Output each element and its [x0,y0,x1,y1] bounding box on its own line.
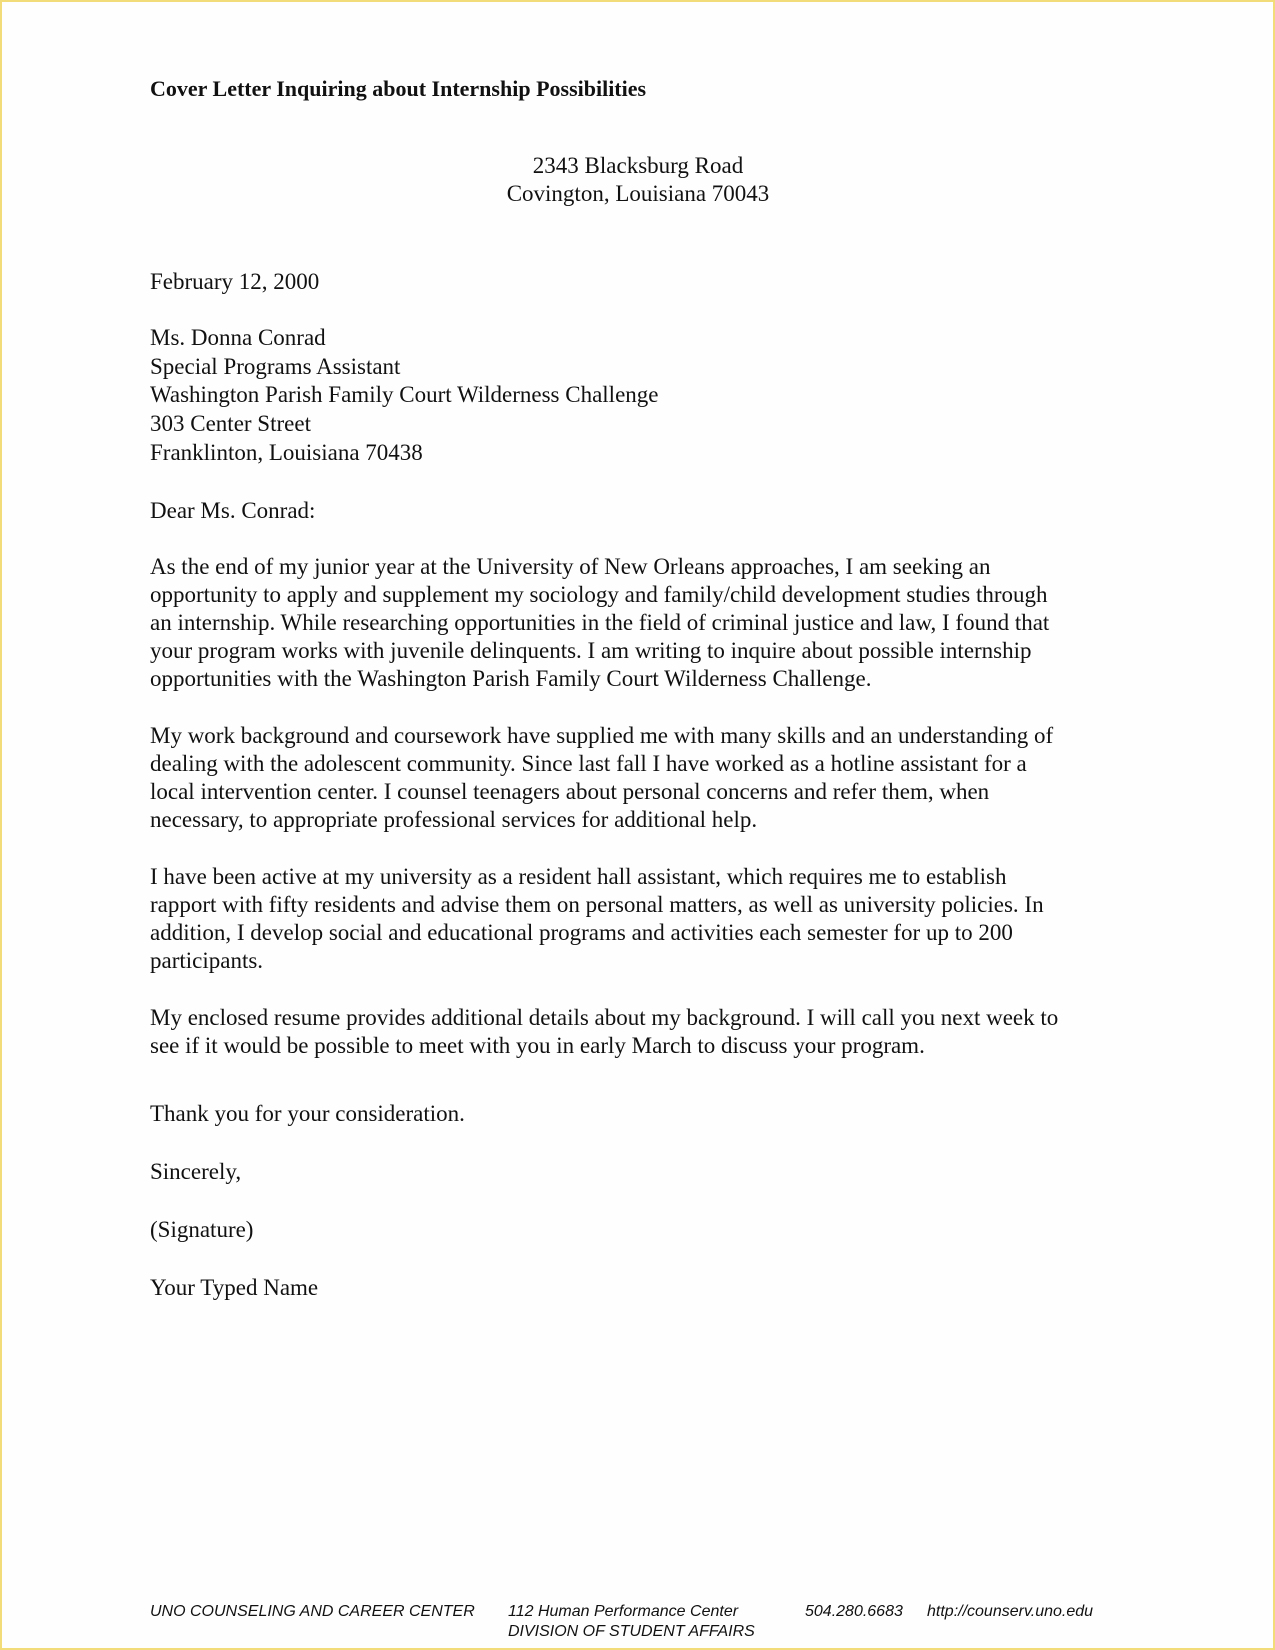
body-paragraph: As the end of my junior year at the University of New Orleans approaches, I am seeking an opportunity to apply and supplement my sociology and family/child development studies through an internship. While researching opportunities in the field of criminal justice and law, I found that your program works with juvenile delinquents. I am writing to inquire about possible internship opportunities with the Washington Parish Family Court Wilderness Challenge. [150,554,1050,691]
closing-sign-off: Sincerely, [150,1159,242,1184]
body-paragraph: I have been active at my university as a resident hall assistant, which requires me to establish rapport with fifty residents and advise them on personal matters, as well as university policies. In addition, I develop social and educational programs and activities each semester for up to 200 participants. [150,864,1044,973]
closing-thanks: Thank you for your consideration. [150,1101,465,1126]
return-address [502,152,774,208]
document-title: Cover Letter Inquiring about Internship Possibilities [150,76,647,101]
footer-address: 112 Human Performance Center [508,1603,739,1620]
return-address-city: Covington, Louisiana 70043 [506,181,770,206]
recipient-block [150,324,659,468]
footer-url: http://counserv.uno.edu [927,1603,1094,1620]
return-address-street: 2343 Blacksburg Road [532,153,744,178]
body-paragraph: My enclosed resume provides additional details about my background. I will call you next week to see if it would be possible to meet with you in early March to discuss your program. [150,1005,1059,1058]
letter-body [150,553,1070,1089]
footer-phone: 504.280.6683 [805,1603,903,1620]
closing-typed-name: Your Typed Name [150,1275,319,1300]
closing-signature: (Signature) [150,1217,254,1242]
letter-date: February 12, 2000 [150,269,320,294]
footer-division: DIVISION OF STUDENT AFFAIRS [508,1623,755,1640]
recipient-name: Ms. Donna Conrad [150,325,326,350]
closing-block [150,1100,465,1332]
recipient-organization: Washington Parish Family Court Wilderness Challenge [150,382,659,408]
recipient-street: 303 Center Street [150,411,311,437]
salutation: Dear Ms. Conrad: [150,498,316,523]
recipient-title: Special Programs Assistant [150,353,401,379]
recipient-city: Franklinton, Louisiana 70438 [150,439,423,465]
footer-center-name: UNO COUNSELING AND CAREER CENTER [150,1603,475,1620]
body-paragraph: My work background and coursework have supplied me with many skills and an understanding of dealing with the adolescent community. Since last fall I have worked as a hotline assistant for a local intervention center. I counsel teenagers about personal concerns and refer them, when necessary, to appropriate professional services for additional help. [150,723,1054,832]
